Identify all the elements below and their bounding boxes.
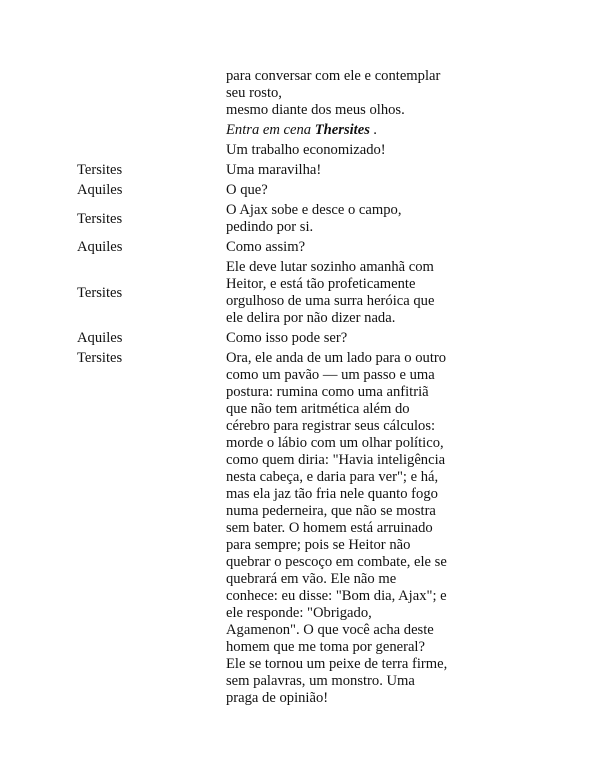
stage-direction-row <box>0 122 600 139</box>
speaker-name: Aquiles <box>77 182 123 198</box>
stage-direction <box>226 122 448 139</box>
dialogue-row <box>0 162 600 179</box>
stage-suffix: . <box>373 122 378 138</box>
speech-text: Ele deve lutar sozinho amanhã com Heitor, e está tão profeticamente orgulhoso de uma surra heróica que ele delira por não dizer nada. <box>226 259 435 326</box>
dialogue-row <box>0 239 600 256</box>
dialogue-row <box>0 202 600 236</box>
speech-text: Uma maravilha! <box>226 162 322 178</box>
speaker-name: Tersites <box>77 162 123 178</box>
dialogue-row <box>0 350 600 707</box>
speaker-name: Aquiles <box>77 330 123 346</box>
speech-text: Ora, ele anda de um lado para o outro como um pavão — um passo e uma postura: rumina como uma anfitriã que não tem aritmética além do cérebro para registrar seus cálculos: morde o lábio com um olhar político, como quem diria: "Havia inteligência nesta cabeça, e daria para ver"; e há, mas ela jaz tão fria nele quanto fogo numa pederneira, que não se mostra sem bater. O homem está arruinado para sempre; pois se Heitor não quebrar o pescoço em combate, ele se quebrará em vão. Ele não me conhece: eu disse: "Bom dia, Ajax"; e ele responde: "Obrigado, Agamenon". O que você acha deste homem que me toma por general? Ele se tornou um peixe de terra firme, sem palavras, um monstro. Uma praga de opinião! <box>226 350 448 706</box>
intro-line: mesmo diante dos meus olhos. <box>226 102 405 118</box>
speaker-name: Aquiles <box>77 239 123 255</box>
stage-prefix: Entra em cena <box>226 122 312 138</box>
aside-row <box>0 142 600 159</box>
continuation-row <box>0 68 600 119</box>
speech-text: O que? <box>226 182 268 198</box>
dialogue-row <box>0 259 600 327</box>
continuation-speech <box>226 68 448 119</box>
stage-character: Thersites <box>314 122 370 138</box>
dialogue-row <box>0 182 600 199</box>
speech-text: Como assim? <box>226 239 306 255</box>
speaker-name: Tersites <box>77 350 123 366</box>
speech-text: O Ajax sobe e desce o campo, pedindo por si. <box>226 202 402 235</box>
speaker-name: Tersites <box>77 284 123 301</box>
dialogue-row <box>0 330 600 347</box>
speaker-name: Tersites <box>77 210 123 227</box>
intro-line: para conversar com ele e contemplar seu rosto, <box>226 68 441 101</box>
speech-text: Como isso pode ser? <box>226 330 348 346</box>
aside-line: Um trabalho economizado! <box>226 142 386 158</box>
script-page <box>0 68 600 707</box>
